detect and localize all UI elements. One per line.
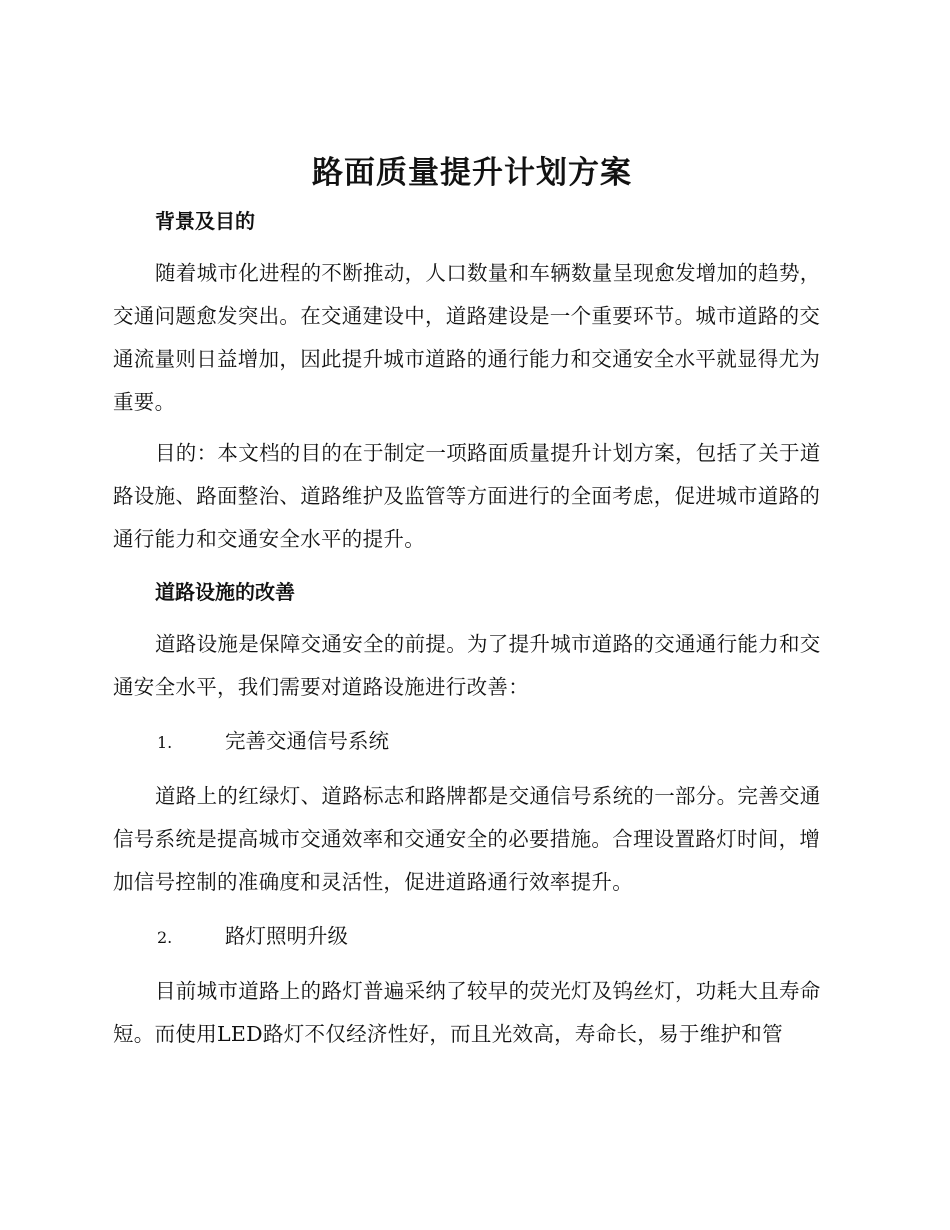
document-body	[113, 150, 831, 1056]
list-item-title: 完善交通信号系统	[225, 729, 389, 753]
section-heading-background: 背景及目的	[155, 209, 255, 233]
paragraph-background: 随着城市化进程的不断推动，人口数量和车辆数量呈现愈发增加的趋势，交通问题愈发突出。在交通建设中，道路建设是一个重要环节。城市道路的交通流量则日益增加，因此提升城市道路的通行能力和交通安全水平就显得尤为重要。	[113, 261, 821, 414]
paragraph-facilities-intro: 道路设施是保障交通安全的前提。为了提升城市道路的交通通行能力和交通安全水平，我们需要对道路设施进行改善：	[113, 632, 821, 699]
list-number: 1.	[157, 733, 173, 752]
paragraph-signal-system: 道路上的红绿灯、道路标志和路牌都是交通信号系统的一部分。完善交通信号系统是提高城市交通效率和交通安全的必要措施。合理设置路灯时间，增加信号控制的准确度和灵活性，促进道路通行效率提升。	[113, 784, 821, 894]
section-heading-facilities: 道路设施的改善	[155, 580, 295, 604]
list-number: 2.	[157, 928, 173, 947]
list-item-street-lighting	[113, 918, 831, 956]
paragraph-street-lighting: 目前城市道路上的路灯普遍采纳了较早的荧光灯及钨丝灯，功耗大且寿命短。而使用LED路灯不仅经济性好，而且光效高，寿命长，易于维护和管	[113, 979, 821, 1046]
document-title: 路面质量提升计划方案	[312, 155, 632, 191]
list-item-title: 路灯照明升级	[225, 924, 348, 948]
list-item-signal-system	[113, 723, 831, 761]
paragraph-purpose: 目的：本文档的目的在于制定一项路面质量提升计划方案，包括了关于道路设施、路面整治、道路维护及监管等方面进行的全面考虑，促进城市道路的通行能力和交通安全水平的提升。	[113, 441, 821, 551]
